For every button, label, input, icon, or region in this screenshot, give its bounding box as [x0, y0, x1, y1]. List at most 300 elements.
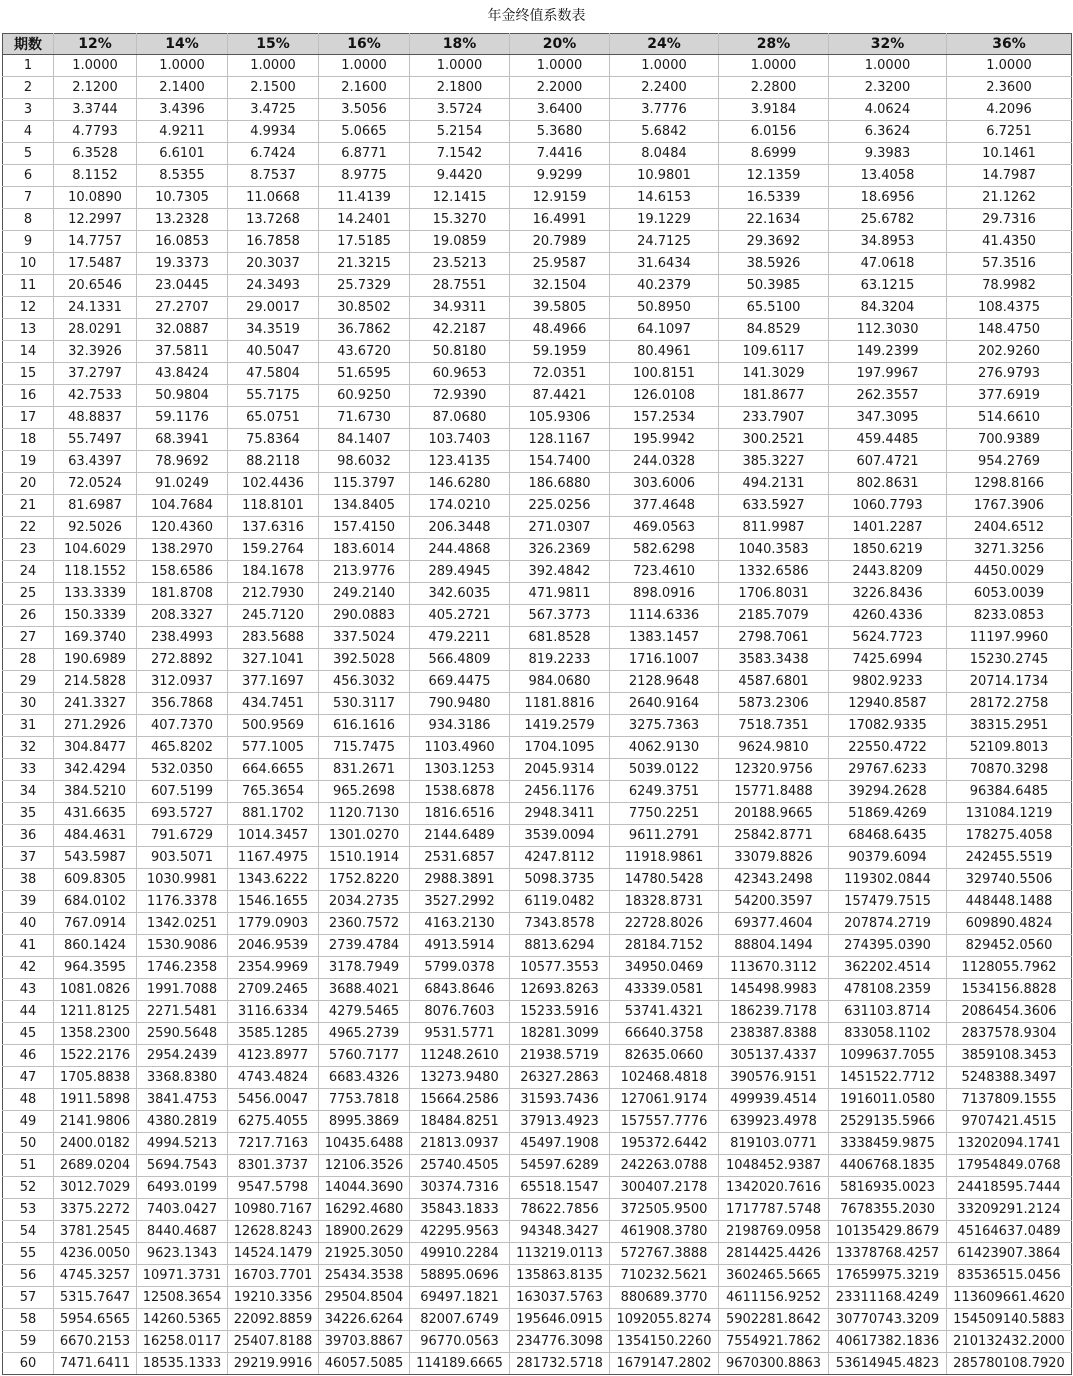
factor-cell: 566.4809 — [410, 649, 510, 671]
factor-cell: 6.0156 — [719, 121, 829, 143]
factor-cell: 109.6117 — [719, 341, 829, 363]
factor-cell: 1211.8125 — [54, 1001, 137, 1023]
factor-cell: 13378768.4257 — [829, 1243, 947, 1265]
factor-cell: 115.3797 — [319, 473, 410, 495]
table-row — [3, 253, 1072, 275]
period-cell: 43 — [3, 979, 54, 1001]
factor-cell: 16703.7701 — [228, 1265, 319, 1287]
factor-cell: 4994.5213 — [137, 1133, 228, 1155]
factor-cell: 50.9804 — [137, 385, 228, 407]
factor-cell: 238387.8388 — [719, 1023, 829, 1045]
factor-cell: 7137809.1555 — [947, 1089, 1072, 1111]
factor-cell: 9547.5798 — [228, 1177, 319, 1199]
table-row — [3, 495, 1072, 517]
factor-cell: 149.2399 — [829, 341, 947, 363]
table-row — [3, 385, 1072, 407]
factor-cell: 21938.5719 — [510, 1045, 610, 1067]
period-cell: 39 — [3, 891, 54, 913]
period-cell: 8 — [3, 209, 54, 231]
factor-cell: 385.3227 — [719, 451, 829, 473]
factor-cell: 1991.7088 — [137, 979, 228, 1001]
factor-cell: 829452.0560 — [947, 935, 1072, 957]
factor-cell: 157.4150 — [319, 517, 410, 539]
factor-cell: 78.9982 — [947, 275, 1072, 297]
factor-cell: 2.2400 — [610, 77, 719, 99]
period-cell: 26 — [3, 605, 54, 627]
table-row — [3, 407, 1072, 429]
factor-cell: 898.0916 — [610, 583, 719, 605]
factor-cell: 12.1359 — [719, 165, 829, 187]
factor-cell: 2.1200 — [54, 77, 137, 99]
factor-cell: 2837578.9304 — [947, 1023, 1072, 1045]
factor-cell: 24.7125 — [610, 231, 719, 253]
factor-cell: 100.8151 — [610, 363, 719, 385]
factor-cell: 12508.3654 — [137, 1287, 228, 1309]
header-cell-rate: 18% — [410, 34, 510, 55]
factor-cell: 880689.3770 — [610, 1287, 719, 1309]
factor-cell: 64.1097 — [610, 319, 719, 341]
factor-cell: 3368.8380 — [137, 1067, 228, 1089]
factor-cell: 2400.0182 — [54, 1133, 137, 1155]
factor-cell: 118.8101 — [228, 495, 319, 517]
factor-cell: 157.2534 — [610, 407, 719, 429]
factor-cell: 765.3654 — [228, 781, 319, 803]
period-cell: 59 — [3, 1331, 54, 1353]
factor-cell: 7425.6994 — [829, 649, 947, 671]
factor-cell: 45164637.0489 — [947, 1221, 1072, 1243]
period-cell: 50 — [3, 1133, 54, 1155]
annuity-future-value-table — [2, 33, 1072, 1375]
factor-cell: 1081.0826 — [54, 979, 137, 1001]
factor-cell: 20188.9665 — [719, 803, 829, 825]
factor-cell: 11.4139 — [319, 187, 410, 209]
factor-cell: 1401.2287 — [829, 517, 947, 539]
factor-cell: 14260.5365 — [137, 1309, 228, 1331]
factor-cell: 88804.1494 — [719, 935, 829, 957]
factor-cell: 40.5047 — [228, 341, 319, 363]
factor-cell: 6249.3751 — [610, 781, 719, 803]
factor-cell: 9623.1343 — [137, 1243, 228, 1265]
factor-cell: 1342020.7616 — [719, 1177, 829, 1199]
factor-cell: 6.3624 — [829, 121, 947, 143]
factor-cell: 39294.2628 — [829, 781, 947, 803]
factor-cell: 607.4721 — [829, 451, 947, 473]
factor-cell: 48.4966 — [510, 319, 610, 341]
factor-cell: 69497.1821 — [410, 1287, 510, 1309]
factor-cell: 271.2926 — [54, 715, 137, 737]
factor-cell: 1767.3906 — [947, 495, 1072, 517]
table-row — [3, 1155, 1072, 1177]
factor-cell: 4260.4336 — [829, 605, 947, 627]
factor-cell: 43339.0581 — [610, 979, 719, 1001]
factor-cell: 25434.3538 — [319, 1265, 410, 1287]
factor-cell: 831.2671 — [319, 759, 410, 781]
factor-cell: 3.4725 — [228, 99, 319, 121]
table-row — [3, 759, 1072, 781]
factor-cell: 105.9306 — [510, 407, 610, 429]
factor-cell: 1103.4960 — [410, 737, 510, 759]
period-cell: 48 — [3, 1089, 54, 1111]
factor-cell: 2954.2439 — [137, 1045, 228, 1067]
factor-cell: 103.7403 — [410, 429, 510, 451]
factor-cell: 1816.6516 — [410, 803, 510, 825]
factor-cell: 92.5026 — [54, 517, 137, 539]
factor-cell: 108.4375 — [947, 297, 1072, 319]
factor-cell: 68.3941 — [137, 429, 228, 451]
factor-cell: 4611156.9252 — [719, 1287, 829, 1309]
factor-cell: 31.6434 — [610, 253, 719, 275]
period-cell: 56 — [3, 1265, 54, 1287]
factor-cell: 616.1616 — [319, 715, 410, 737]
factor-cell: 2086454.3606 — [947, 1001, 1072, 1023]
factor-cell: 639923.4978 — [719, 1111, 829, 1133]
factor-cell: 3178.7949 — [319, 957, 410, 979]
factor-cell: 181.8677 — [719, 385, 829, 407]
factor-cell: 13.2328 — [137, 209, 228, 231]
period-cell: 23 — [3, 539, 54, 561]
factor-cell: 326.2369 — [510, 539, 610, 561]
table-row — [3, 517, 1072, 539]
factor-cell: 1752.8220 — [319, 869, 410, 891]
factor-cell: 4965.2739 — [319, 1023, 410, 1045]
factor-cell: 80.4961 — [610, 341, 719, 363]
factor-cell: 693.5727 — [137, 803, 228, 825]
factor-cell: 2529135.5966 — [829, 1111, 947, 1133]
factor-cell: 289.4945 — [410, 561, 510, 583]
factor-cell: 790.9480 — [410, 693, 510, 715]
factor-cell: 7471.6411 — [54, 1353, 137, 1375]
factor-cell: 15233.5916 — [510, 1001, 610, 1023]
factor-cell: 19210.3356 — [228, 1287, 319, 1309]
table-row — [3, 1309, 1072, 1331]
factor-cell: 84.3204 — [829, 297, 947, 319]
factor-cell: 934.3186 — [410, 715, 510, 737]
factor-cell: 244.0328 — [610, 451, 719, 473]
period-cell: 11 — [3, 275, 54, 297]
table-row — [3, 1067, 1072, 1089]
factor-cell: 12106.3526 — [319, 1155, 410, 1177]
factor-cell: 13202094.1741 — [947, 1133, 1072, 1155]
factor-cell: 10980.7167 — [228, 1199, 319, 1221]
factor-cell: 207874.2719 — [829, 913, 947, 935]
period-cell: 30 — [3, 693, 54, 715]
factor-cell: 22.1634 — [719, 209, 829, 231]
factor-cell: 715.7475 — [319, 737, 410, 759]
period-cell: 2 — [3, 77, 54, 99]
factor-cell: 1.0000 — [829, 55, 947, 77]
factor-cell: 18328.8731 — [610, 891, 719, 913]
factor-cell: 21.1262 — [947, 187, 1072, 209]
factor-cell: 1358.2300 — [54, 1023, 137, 1045]
factor-cell: 6.6101 — [137, 143, 228, 165]
factor-cell: 8995.3869 — [319, 1111, 410, 1133]
factor-cell: 303.6006 — [610, 473, 719, 495]
factor-cell: 12.9159 — [510, 187, 610, 209]
factor-cell: 186239.7178 — [719, 1001, 829, 1023]
factor-cell: 2.1600 — [319, 77, 410, 99]
table-row — [3, 297, 1072, 319]
factor-cell: 145498.9983 — [719, 979, 829, 1001]
factor-cell: 471.9811 — [510, 583, 610, 605]
factor-cell: 5816935.0023 — [829, 1177, 947, 1199]
factor-cell: 17659975.3219 — [829, 1265, 947, 1287]
factor-cell: 59.1959 — [510, 341, 610, 363]
factor-cell: 7518.7351 — [719, 715, 829, 737]
factor-cell: 42295.9563 — [410, 1221, 510, 1243]
factor-cell: 5.2154 — [410, 121, 510, 143]
factor-cell: 1120.7130 — [319, 803, 410, 825]
factor-cell: 1546.1655 — [228, 891, 319, 913]
factor-cell: 69377.4604 — [719, 913, 829, 935]
period-cell: 52 — [3, 1177, 54, 1199]
factor-cell: 2948.3411 — [510, 803, 610, 825]
factor-cell: 9670300.8863 — [719, 1353, 829, 1375]
factor-cell: 3.5056 — [319, 99, 410, 121]
factor-cell: 48.8837 — [54, 407, 137, 429]
table-row — [3, 671, 1072, 693]
factor-cell: 50.8950 — [610, 297, 719, 319]
factor-cell: 1.0000 — [610, 55, 719, 77]
factor-cell: 802.8631 — [829, 473, 947, 495]
factor-cell: 819103.0771 — [719, 1133, 829, 1155]
period-cell: 18 — [3, 429, 54, 451]
factor-cell: 372505.9500 — [610, 1199, 719, 1221]
factor-cell: 20.6546 — [54, 275, 137, 297]
period-cell: 35 — [3, 803, 54, 825]
factor-cell: 141.3029 — [719, 363, 829, 385]
period-cell: 24 — [3, 561, 54, 583]
factor-cell: 9611.2791 — [610, 825, 719, 847]
table-row — [3, 935, 1072, 957]
factor-cell: 112.3030 — [829, 319, 947, 341]
period-cell: 58 — [3, 1309, 54, 1331]
factor-cell: 499939.4514 — [719, 1089, 829, 1111]
factor-cell: 2.1500 — [228, 77, 319, 99]
table-row — [3, 473, 1072, 495]
factor-cell: 290.0883 — [319, 605, 410, 627]
table-row — [3, 1089, 1072, 1111]
factor-cell: 4062.9130 — [610, 737, 719, 759]
factor-cell: 2198769.0958 — [719, 1221, 829, 1243]
period-cell: 21 — [3, 495, 54, 517]
factor-cell: 377.1697 — [228, 671, 319, 693]
factor-cell: 12320.9756 — [719, 759, 829, 781]
factor-cell: 25842.8771 — [719, 825, 829, 847]
factor-cell: 17.5487 — [54, 253, 137, 275]
factor-cell: 159.2764 — [228, 539, 319, 561]
factor-cell: 1530.9086 — [137, 935, 228, 957]
table-row — [3, 451, 1072, 473]
factor-cell: 22092.8859 — [228, 1309, 319, 1331]
factor-cell: 5039.0122 — [610, 759, 719, 781]
factor-cell: 1706.8031 — [719, 583, 829, 605]
factor-cell: 1.0000 — [947, 55, 1072, 77]
period-cell: 12 — [3, 297, 54, 319]
table-row — [3, 847, 1072, 869]
period-cell: 49 — [3, 1111, 54, 1133]
factor-cell: 8813.6294 — [510, 935, 610, 957]
factor-cell: 3.6400 — [510, 99, 610, 121]
factor-cell: 27.2707 — [137, 297, 228, 319]
factor-cell: 337.5024 — [319, 627, 410, 649]
period-cell: 10 — [3, 253, 54, 275]
factor-cell: 53614945.4823 — [829, 1353, 947, 1375]
factor-cell: 392.4842 — [510, 561, 610, 583]
factor-cell: 312.0937 — [137, 671, 228, 693]
factor-cell: 15230.2745 — [947, 649, 1072, 671]
factor-cell: 25740.4505 — [410, 1155, 510, 1177]
factor-cell: 34.3519 — [228, 319, 319, 341]
factor-cell: 633.5927 — [719, 495, 829, 517]
factor-cell: 903.5071 — [137, 847, 228, 869]
factor-cell: 1030.9981 — [137, 869, 228, 891]
table-row — [3, 1221, 1072, 1243]
factor-cell: 5.6842 — [610, 121, 719, 143]
factor-cell: 6275.4055 — [228, 1111, 319, 1133]
table-row — [3, 1199, 1072, 1221]
factor-cell: 43.8424 — [137, 363, 228, 385]
factor-cell: 4.0624 — [829, 99, 947, 121]
header-cell-rate: 24% — [610, 34, 719, 55]
table-row — [3, 319, 1072, 341]
period-cell: 60 — [3, 1353, 54, 1375]
factor-cell: 174.0210 — [410, 495, 510, 517]
factor-cell: 50.3985 — [719, 275, 829, 297]
factor-cell: 181.8708 — [137, 583, 228, 605]
factor-cell: 11918.9861 — [610, 847, 719, 869]
period-cell: 1 — [3, 55, 54, 77]
factor-cell: 2404.6512 — [947, 517, 1072, 539]
table-row — [3, 539, 1072, 561]
factor-cell: 6670.2153 — [54, 1331, 137, 1353]
factor-cell: 137.6316 — [228, 517, 319, 539]
factor-cell: 10577.3553 — [510, 957, 610, 979]
factor-cell: 1060.7793 — [829, 495, 947, 517]
factor-cell: 300.2521 — [719, 429, 829, 451]
period-cell: 27 — [3, 627, 54, 649]
factor-cell: 7403.0427 — [137, 1199, 228, 1221]
period-cell: 51 — [3, 1155, 54, 1177]
factor-cell: 1040.3583 — [719, 539, 829, 561]
factor-cell: 98.6032 — [319, 451, 410, 473]
factor-cell: 68468.6435 — [829, 825, 947, 847]
factor-cell: 51.6595 — [319, 363, 410, 385]
factor-cell: 283.5688 — [228, 627, 319, 649]
factor-cell: 29767.6233 — [829, 759, 947, 781]
table-row — [3, 275, 1072, 297]
factor-cell: 17954849.0768 — [947, 1155, 1072, 1177]
factor-cell: 1354150.2260 — [610, 1331, 719, 1353]
factor-cell: 2531.6857 — [410, 847, 510, 869]
table-row — [3, 121, 1072, 143]
factor-cell: 305137.4337 — [719, 1045, 829, 1067]
factor-cell: 114189.6665 — [410, 1353, 510, 1375]
factor-cell: 3.5724 — [410, 99, 510, 121]
factor-cell: 1048452.9387 — [719, 1155, 829, 1177]
factor-cell: 6.8771 — [319, 143, 410, 165]
table-row — [3, 781, 1072, 803]
factor-cell: 208.3327 — [137, 605, 228, 627]
factor-cell: 431.6635 — [54, 803, 137, 825]
factor-cell: 26327.2863 — [510, 1067, 610, 1089]
table-row — [3, 561, 1072, 583]
factor-cell: 10.9801 — [610, 165, 719, 187]
factor-cell: 4236.0050 — [54, 1243, 137, 1265]
factor-cell: 14.7757 — [54, 231, 137, 253]
factor-cell: 669.4475 — [410, 671, 510, 693]
factor-cell: 465.8202 — [137, 737, 228, 759]
period-cell: 9 — [3, 231, 54, 253]
factor-cell: 532.0350 — [137, 759, 228, 781]
factor-cell: 811.9987 — [719, 517, 829, 539]
factor-cell: 34226.6264 — [319, 1309, 410, 1331]
factor-cell: 23.0445 — [137, 275, 228, 297]
factor-cell: 18900.2629 — [319, 1221, 410, 1243]
factor-cell: 1.0000 — [319, 55, 410, 77]
factor-cell: 12628.8243 — [228, 1221, 319, 1243]
factor-cell: 146.6280 — [410, 473, 510, 495]
factor-cell: 7750.2251 — [610, 803, 719, 825]
header-cell-rate: 36% — [947, 34, 1072, 55]
factor-cell: 41.4350 — [947, 231, 1072, 253]
factor-cell: 3583.3438 — [719, 649, 829, 671]
factor-cell: 434.7451 — [228, 693, 319, 715]
factor-cell: 65518.1547 — [510, 1177, 610, 1199]
factor-cell: 123.4135 — [410, 451, 510, 473]
factor-cell: 4.7793 — [54, 121, 137, 143]
factor-cell: 2640.9164 — [610, 693, 719, 715]
header-row — [3, 34, 1072, 55]
factor-cell: 3527.2992 — [410, 891, 510, 913]
factor-cell: 8.9775 — [319, 165, 410, 187]
factor-cell: 11.0668 — [228, 187, 319, 209]
factor-cell: 2.1400 — [137, 77, 228, 99]
factor-cell: 7217.7163 — [228, 1133, 319, 1155]
table-row — [3, 187, 1072, 209]
factor-cell: 881.1702 — [228, 803, 319, 825]
table-row — [3, 143, 1072, 165]
factor-cell: 8.1152 — [54, 165, 137, 187]
factor-cell: 5954.6565 — [54, 1309, 137, 1331]
factor-cell: 184.1678 — [228, 561, 319, 583]
factor-cell: 28172.2758 — [947, 693, 1072, 715]
factor-cell: 96770.0563 — [410, 1331, 510, 1353]
factor-cell: 16258.0117 — [137, 1331, 228, 1353]
factor-cell: 102468.4818 — [610, 1067, 719, 1089]
period-cell: 57 — [3, 1287, 54, 1309]
factor-cell: 377.4648 — [610, 495, 719, 517]
factor-cell: 860.1424 — [54, 935, 137, 957]
factor-cell: 577.1005 — [228, 737, 319, 759]
header-cell-rate: 12% — [54, 34, 137, 55]
period-cell: 37 — [3, 847, 54, 869]
factor-cell: 22550.4722 — [829, 737, 947, 759]
factor-cell: 47.5804 — [228, 363, 319, 385]
period-cell: 16 — [3, 385, 54, 407]
factor-cell: 25407.8188 — [228, 1331, 319, 1353]
factor-cell: 356.7868 — [137, 693, 228, 715]
period-cell: 17 — [3, 407, 54, 429]
factor-cell: 262.3557 — [829, 385, 947, 407]
factor-cell: 212.7930 — [228, 583, 319, 605]
factor-cell: 82635.0660 — [610, 1045, 719, 1067]
factor-cell: 664.6655 — [228, 759, 319, 781]
table-row — [3, 803, 1072, 825]
factor-cell: 461908.3780 — [610, 1221, 719, 1243]
factor-cell: 150.3339 — [54, 605, 137, 627]
factor-cell: 342.6035 — [410, 583, 510, 605]
table-row — [3, 77, 1072, 99]
